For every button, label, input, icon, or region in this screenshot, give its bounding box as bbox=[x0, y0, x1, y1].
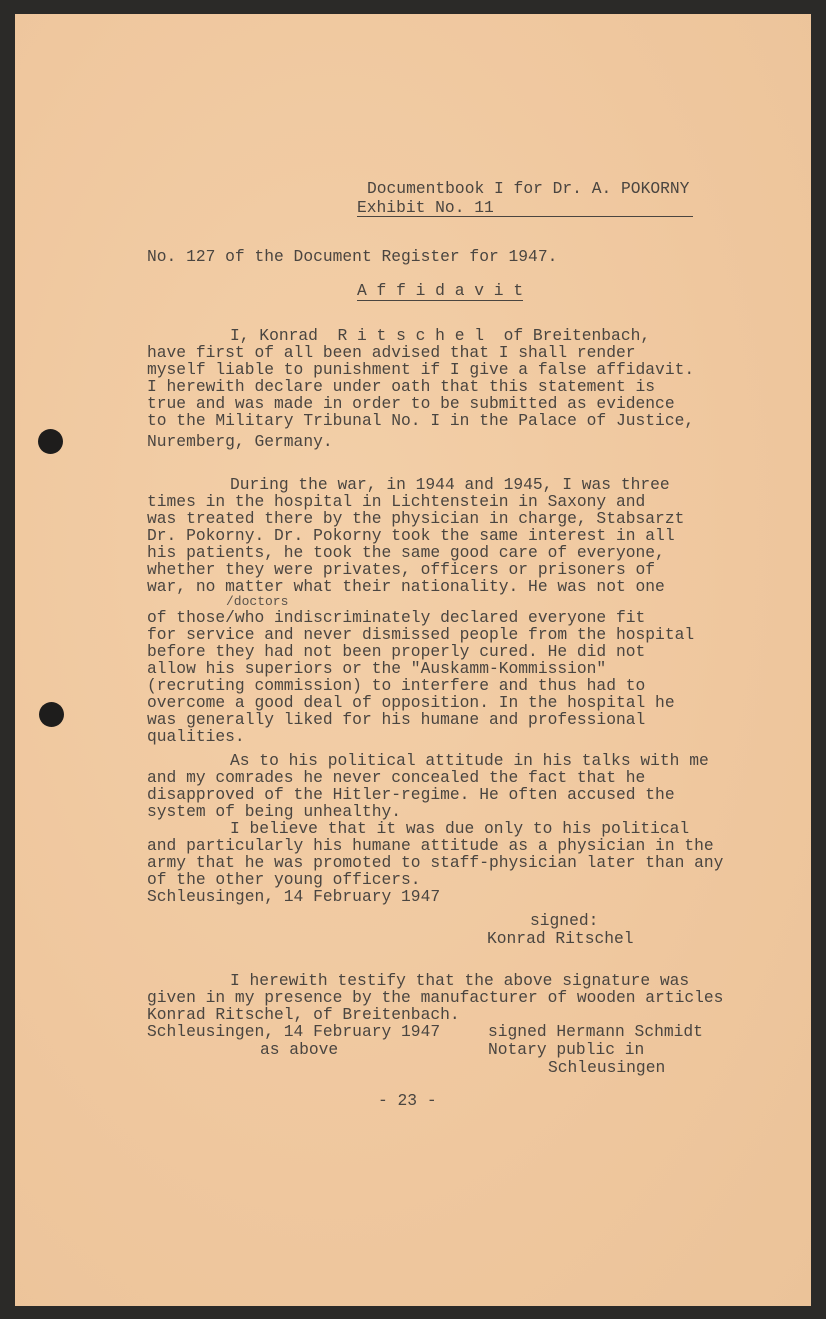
text-line: whether they were privates, officers or prisoners of bbox=[147, 560, 656, 579]
paragraph-hospital bbox=[147, 476, 694, 745]
page-number-text: - 23 - bbox=[378, 1091, 437, 1110]
text-line: I herewith declare under oath that this statement is bbox=[147, 377, 656, 396]
text-line: of the other young officers. bbox=[147, 870, 421, 889]
signatory-name-text: Konrad Ritschel bbox=[487, 929, 634, 948]
register-line bbox=[147, 248, 557, 265]
text-line: As to his political attitude in his talks with me bbox=[230, 751, 709, 770]
signatory-name bbox=[487, 930, 634, 947]
register-text: No. 127 of the Document Register for 1947. bbox=[147, 247, 558, 266]
text-line: of those/who indiscriminately declared everyone fit bbox=[147, 608, 646, 627]
text-line: system of being unhealthy. bbox=[147, 802, 402, 821]
text-line: was generally liked for his humane and professional bbox=[147, 710, 646, 729]
notary-title-text: Notary public in bbox=[488, 1040, 645, 1059]
notary-place-date bbox=[147, 1023, 440, 1040]
handwritten-insertion: /doctors bbox=[226, 594, 289, 609]
text-line: and my comrades he never concealed the fact that he bbox=[147, 768, 646, 787]
text-line: disapproved of the Hitler-regime. He often accused the bbox=[147, 785, 675, 804]
notary-title bbox=[488, 1041, 644, 1058]
text-line: I, Konrad R i t s c h e l of Breitenbach, bbox=[230, 326, 651, 345]
text-line: his patients, he took the same good care of everyone, bbox=[147, 543, 665, 562]
text-line: army that he was promoted to staff-physician later than any bbox=[147, 853, 724, 872]
signed-label bbox=[530, 912, 598, 929]
text-line: times in the hospital in Lichtenstein in Saxony and bbox=[147, 492, 646, 511]
text-line: and particularly his humane attitude as a physician in the bbox=[147, 836, 714, 855]
text-line: before they had not been properly cured. He did not bbox=[147, 642, 646, 661]
text-line: Schleusingen, 14 February 1947 bbox=[147, 887, 441, 906]
text-line: Konrad Ritschel, of Breitenbach. bbox=[147, 1005, 460, 1024]
text-line: allow his superiors or the "Auskamm-Kommission" bbox=[147, 659, 607, 678]
text-line: to the Military Tribunal No. I in the Palace of Justice, bbox=[147, 411, 695, 430]
documentbook-line bbox=[367, 180, 689, 197]
page-number bbox=[378, 1092, 437, 1109]
paragraph-declaration bbox=[147, 327, 694, 450]
notary-place-date-text: Schleusingen, 14 February 1947 bbox=[147, 1022, 441, 1041]
text-line: war, no matter what their nationality. He was not one bbox=[147, 577, 665, 596]
exhibit-text: Exhibit No. 11 bbox=[357, 199, 693, 217]
text-line: During the war, in 1944 and 1945, I was three bbox=[230, 475, 670, 494]
documentbook-text: Documentbook I for Dr. A. POKORNY bbox=[367, 179, 690, 198]
text-line: for service and never dismissed people from the hospital bbox=[147, 625, 695, 644]
notary-signed-text: signed Hermann Schmidt bbox=[488, 1022, 703, 1041]
exhibit-number bbox=[357, 199, 693, 217]
notary-attestation bbox=[147, 972, 723, 1023]
notary-town-text: Schleusingen bbox=[548, 1058, 666, 1077]
notary-signed bbox=[488, 1023, 703, 1040]
affidavit-title bbox=[357, 282, 523, 299]
punch-hole bbox=[39, 702, 64, 727]
text-line: qualities. bbox=[147, 727, 245, 746]
punch-hole bbox=[38, 429, 63, 454]
text-line: was treated there by the physician in charge, Stabsarzt bbox=[147, 509, 685, 528]
text-line: myself liable to punishment if I give a false affidavit. bbox=[147, 360, 695, 379]
paragraph-political bbox=[147, 752, 723, 905]
text-line: Nuremberg, Germany. bbox=[147, 432, 333, 451]
text-line: I herewith testify that the above signature was bbox=[230, 971, 690, 990]
text-line: have first of all been advised that I shall render bbox=[147, 343, 636, 362]
notary-as-above bbox=[260, 1041, 338, 1058]
notary-as-above-text: as above bbox=[260, 1040, 339, 1059]
text-line: I believe that it was due only to his political bbox=[230, 819, 690, 838]
text-line: overcome a good deal of opposition. In the hospital he bbox=[147, 693, 675, 712]
text-line: (recruting commission) to interfere and thus had to bbox=[147, 676, 646, 695]
text-line: true and was made in order to be submitted as evidence bbox=[147, 394, 675, 413]
text-line: given in my presence by the manufacturer of wooden articles bbox=[147, 988, 724, 1007]
affidavit-title-text: A f f i d a v i t bbox=[357, 281, 524, 300]
text-line: Dr. Pokorny. Dr. Pokorny took the same interest in all bbox=[147, 526, 675, 545]
notary-town bbox=[548, 1059, 665, 1076]
signed-label-text: signed: bbox=[530, 911, 599, 930]
